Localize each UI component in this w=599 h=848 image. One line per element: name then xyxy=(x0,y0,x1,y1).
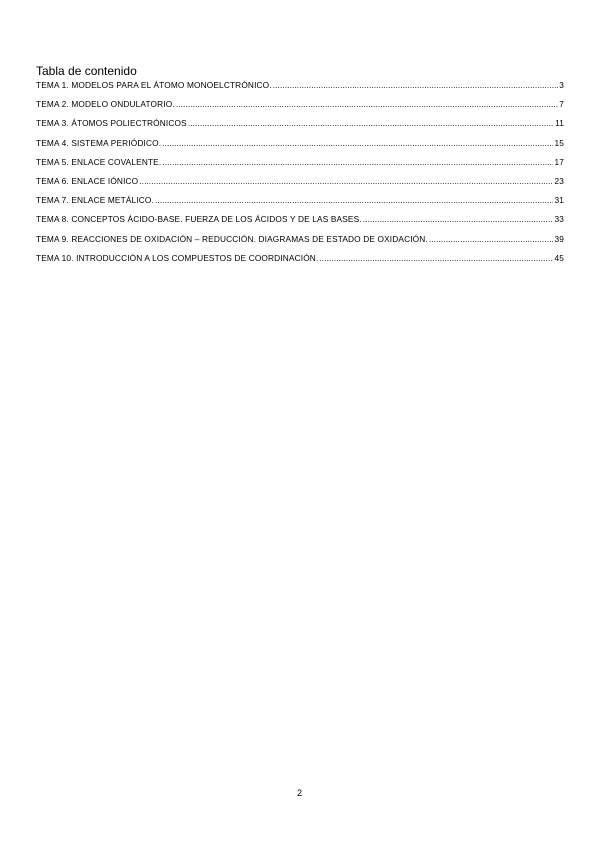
toc-entry-page: 23 xyxy=(554,175,564,186)
toc-dot-leader xyxy=(162,138,553,148)
toc-entry-page: 3 xyxy=(559,80,564,90)
toc-entry-tema-9[interactable] xyxy=(36,234,564,253)
toc-entry-page: 7 xyxy=(559,99,564,110)
toc-entry-tema-1[interactable] xyxy=(36,80,564,99)
toc-dot-leader xyxy=(273,80,559,90)
toc-entry-label: TEMA 3. ÁTOMOS POLIECTRÓNICOS xyxy=(36,118,187,129)
toc-entry-tema-7[interactable] xyxy=(36,195,564,214)
toc-entry-tema-2[interactable] xyxy=(36,99,564,118)
toc-entry-tema-6[interactable] xyxy=(36,176,564,195)
toc-entry-label: TEMA 1. MODELOS PARA EL ÁTOMO MONOELCTRÓNICO. xyxy=(36,80,272,90)
toc-title: Tabla de contenido xyxy=(36,64,137,78)
toc-dot-leader xyxy=(155,195,554,205)
toc-entry-label: TEMA 2. MODELO ONDULATORIO. xyxy=(36,99,175,110)
toc-entry-tema-3[interactable] xyxy=(36,118,564,137)
toc-entry-label: TEMA 10. INTRODUCCIÓN A LOS COMPUESTOS DE COORDINACIÓN. xyxy=(36,252,319,263)
toc-entry-label: TEMA 6. ENLACE IÓNICO xyxy=(36,175,139,186)
toc-dot-leader xyxy=(176,99,558,109)
toc-entry-tema-5[interactable] xyxy=(36,157,564,176)
toc-entry-page: 15 xyxy=(554,137,564,148)
toc-entry-page: 11 xyxy=(555,118,564,129)
toc-dot-leader xyxy=(363,214,554,224)
toc-entry-label: TEMA 4. SISTEMA PERIÓDICO. xyxy=(36,137,162,148)
toc-dot-leader xyxy=(139,176,553,186)
toc-entry-tema-10[interactable] xyxy=(36,253,564,272)
toc-entry-page: 33 xyxy=(554,214,564,225)
toc-dot-leader xyxy=(162,157,553,167)
toc-dot-leader xyxy=(319,253,553,263)
toc-entry-page: 45 xyxy=(554,252,564,263)
toc-entry-label: TEMA 8. CONCEPTOS ÁCIDO-BASE. FUERZA DE LOS ÁCIDOS Y DE LAS BASES. xyxy=(36,214,362,225)
toc-entry-tema-8[interactable] xyxy=(36,214,564,233)
toc-dot-leader xyxy=(429,234,554,244)
toc-list xyxy=(36,80,564,272)
toc-entry-page: 31 xyxy=(554,195,564,206)
toc-entry-label: TEMA 5. ENLACE COVALENTE. xyxy=(36,156,162,167)
toc-entry-page: 17 xyxy=(554,156,564,167)
toc-dot-leader xyxy=(188,118,554,128)
toc-entry-label: TEMA 7. ENLACE METÁLICO. xyxy=(36,195,154,206)
toc-entry-page: 39 xyxy=(554,233,564,244)
toc-entry-tema-4[interactable] xyxy=(36,138,564,157)
page-number: 2 xyxy=(296,788,302,798)
toc-entry-label: TEMA 9. REACCIONES DE OXIDACIÓN – REDUCCIÓN. DIAGRAMAS DE ESTADO DE OXIDACIÓN. xyxy=(36,233,428,244)
